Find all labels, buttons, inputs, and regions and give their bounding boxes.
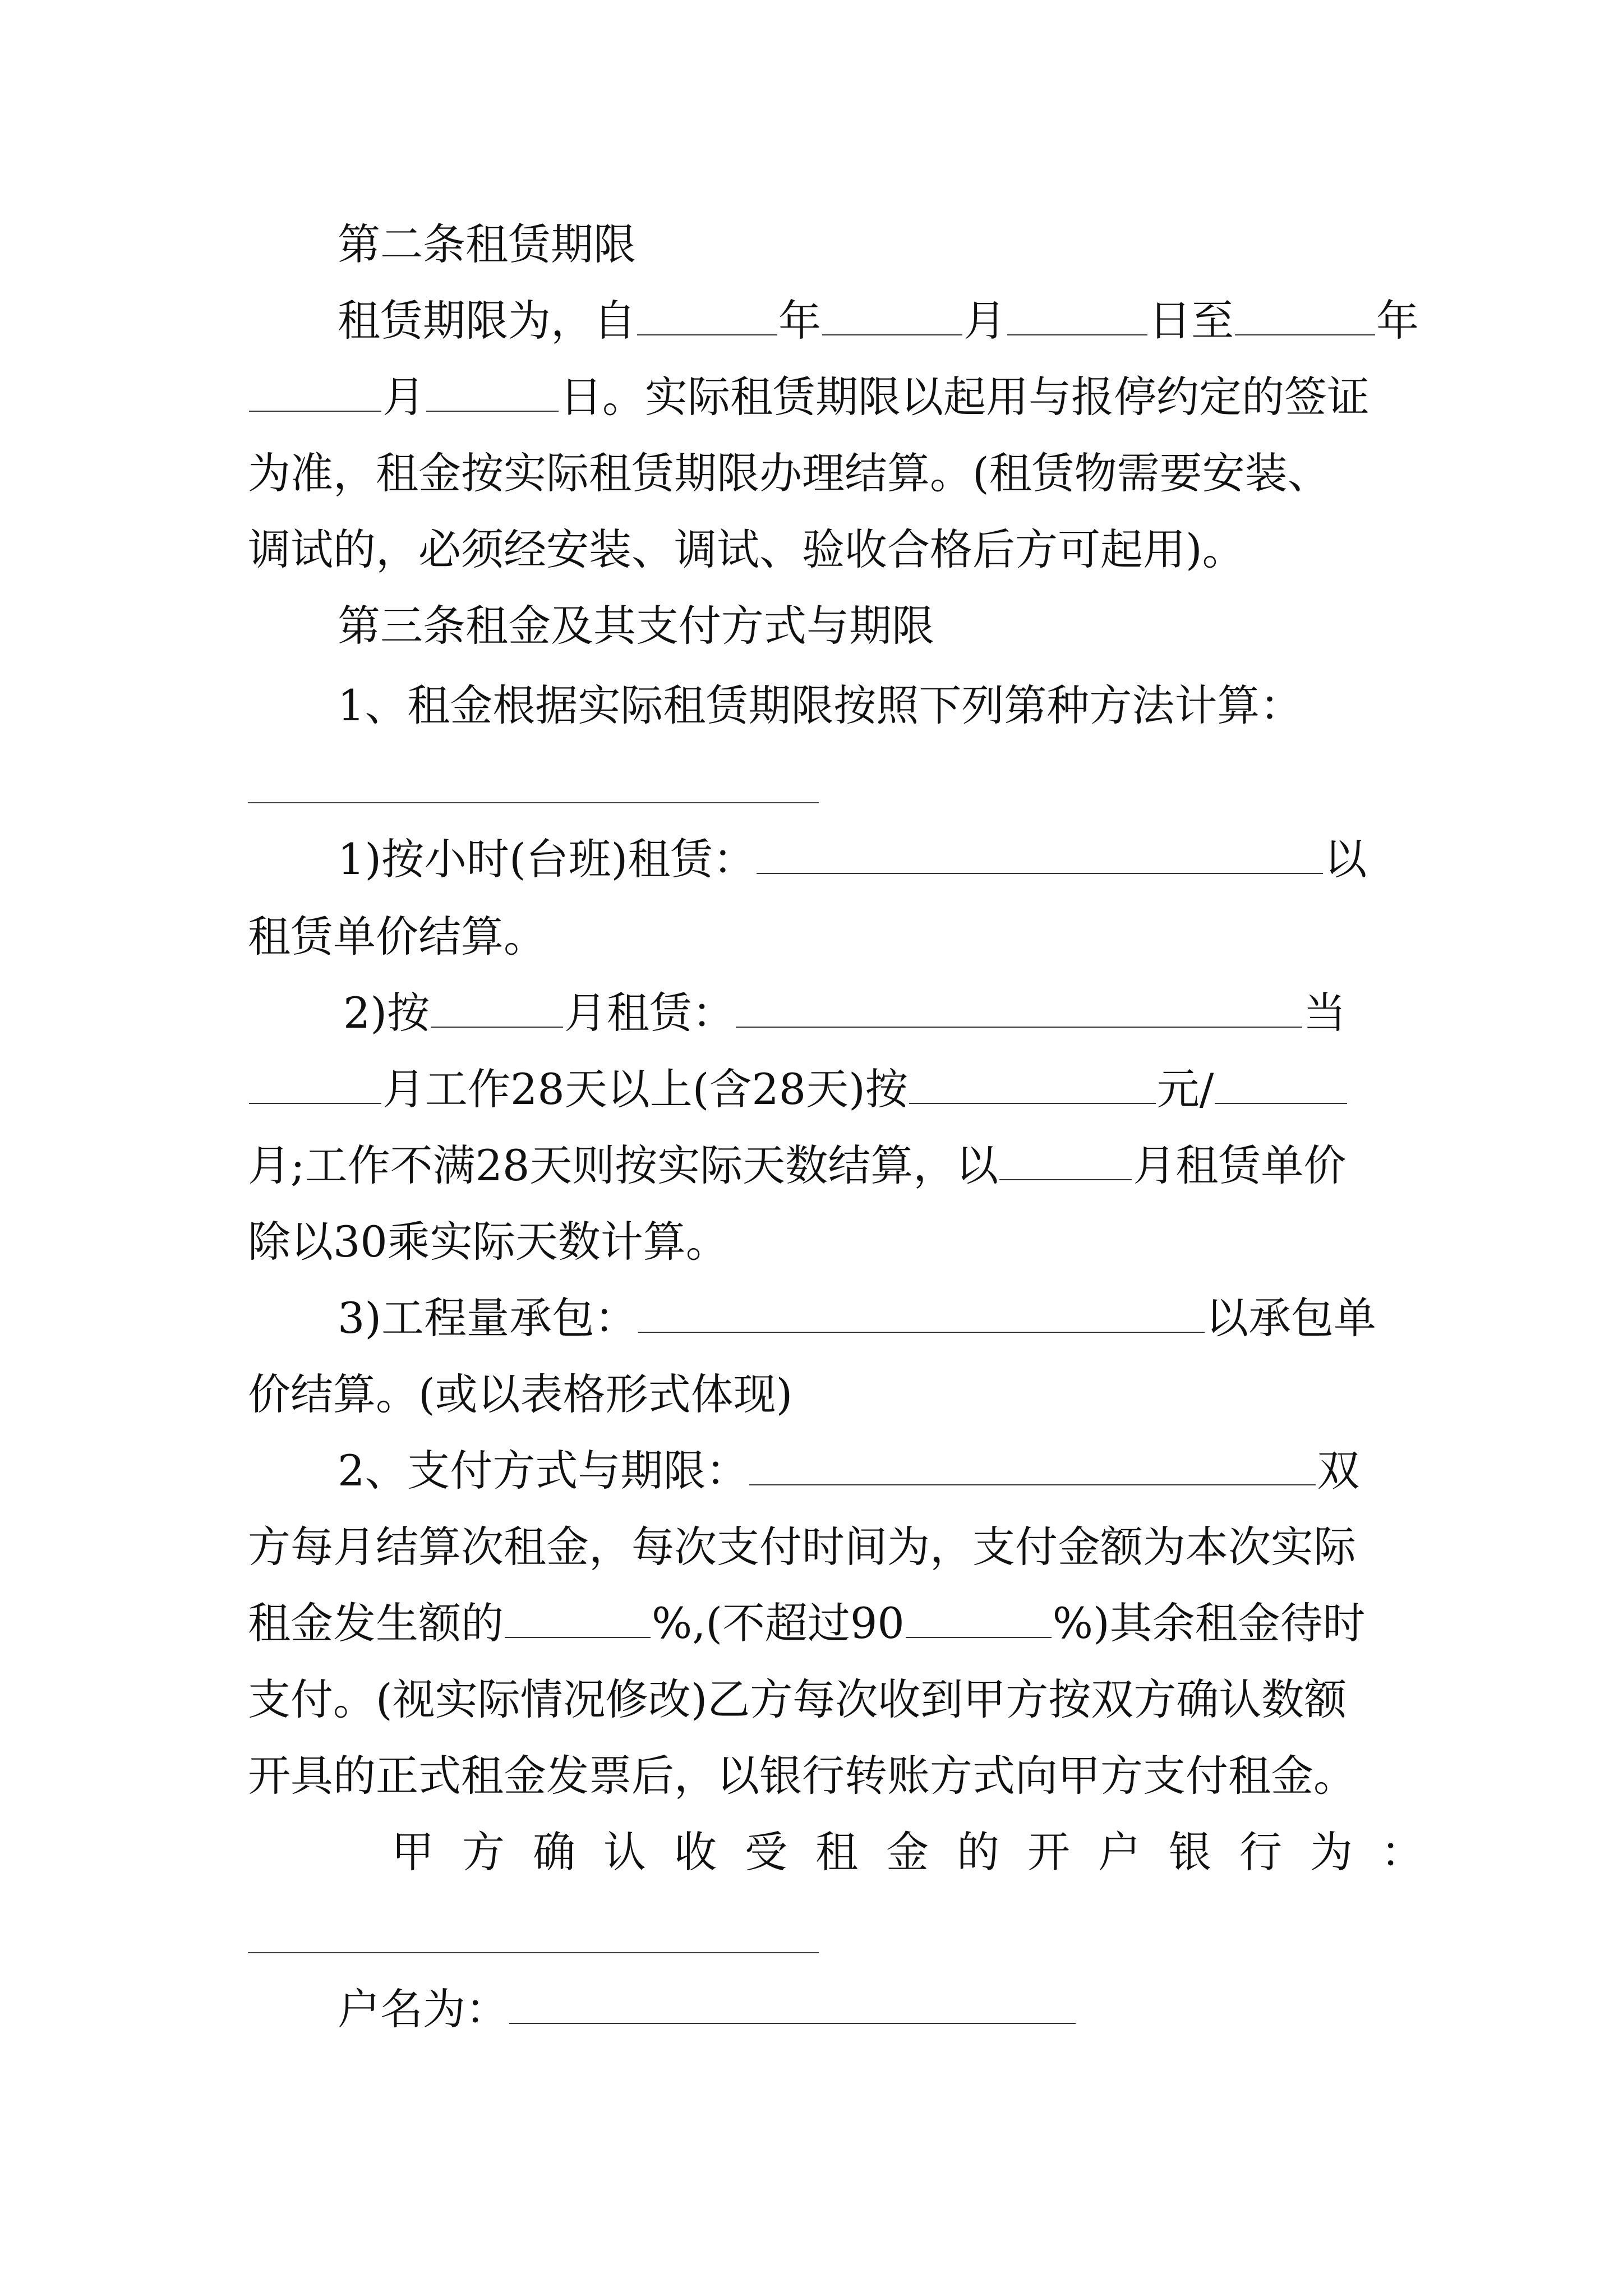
percent-blank[interactable] <box>505 1636 651 1638</box>
year-start-blank[interactable] <box>637 334 777 335</box>
text: 月租赁单价 <box>1133 1140 1347 1190</box>
text: 以 <box>1324 834 1367 884</box>
text: 元/ <box>1156 1064 1214 1114</box>
paragraph-line: 为准，租金按实际租赁期限办理结算。(租赁物需要安装、 <box>248 448 1330 498</box>
unit-price-blank[interactable] <box>999 1179 1132 1180</box>
article3-heading: 第三条租金及其支付方式与期限 <box>338 601 934 651</box>
method3-line-2: 价结算。(或以表格形式体现) <box>248 1369 793 1419</box>
text: 月租赁： <box>564 988 735 1038</box>
text: 2、支付方式与期限： <box>338 1446 749 1496</box>
text: 年 <box>1376 296 1419 346</box>
text: 双 <box>1317 1446 1360 1496</box>
text: 3)工程量承包： <box>338 1293 638 1343</box>
account-line <box>338 1984 1077 2034</box>
method2-line-2 <box>248 1064 1348 1114</box>
item2-line <box>338 1446 1360 1496</box>
method2-line-3 <box>248 1140 1347 1190</box>
price-blank[interactable] <box>909 1102 1156 1104</box>
month-end-blank[interactable] <box>249 410 381 412</box>
text: 租赁期限为，自 <box>338 296 636 346</box>
month-start-blank[interactable] <box>822 334 962 335</box>
lease-term-line-2 <box>248 372 1370 422</box>
year-end-blank[interactable] <box>1235 334 1375 335</box>
text: 月 <box>382 372 425 422</box>
month-count-blank[interactable] <box>431 1026 563 1028</box>
blank[interactable] <box>1215 1102 1347 1104</box>
text: 月 <box>963 296 1006 346</box>
blank[interactable] <box>249 1102 381 1104</box>
text: 租金发生额的 <box>248 1598 504 1648</box>
text: 日至 <box>1149 296 1234 346</box>
day-start-blank[interactable] <box>1007 334 1147 335</box>
text: 月工作28天以上(含28天)按 <box>382 1064 908 1114</box>
text: %)其余租金待时 <box>1052 1598 1366 1648</box>
method2-line <box>343 988 1347 1038</box>
text: 年 <box>778 296 821 346</box>
method3-line <box>338 1293 1377 1343</box>
text: 以承包单 <box>1206 1293 1377 1343</box>
method2-line-4: 除以30乘实际天数计算。 <box>248 1217 728 1267</box>
bank-blank-line[interactable] <box>248 1952 819 1953</box>
percent-limit-blank[interactable] <box>906 1636 1052 1638</box>
paragraph-line: 调试的，必须经安装、调试、验收合格后方可起用)。 <box>248 524 1245 574</box>
article2-heading: 第二条租赁期限 <box>338 219 636 269</box>
text: 户名为： <box>338 1984 508 2034</box>
text: 1)按小时(台班)租赁： <box>338 834 756 884</box>
text: 2)按 <box>343 988 430 1038</box>
item1-line: 1、租金根据实际租赁期限按照下列第种方法计算： <box>338 680 1303 730</box>
text: 月;工作不满28天则按实际天数结算，以 <box>248 1140 999 1190</box>
method1-line <box>338 834 1367 884</box>
bank-line: 甲方确认收受租金的开户银行为： <box>391 1827 1451 1877</box>
lease-term-line <box>338 296 1419 346</box>
paragraph-line: 开具的正式租金发票后，以银行转账方式向甲方支付租金。 <box>248 1751 1356 1801</box>
project-blank[interactable] <box>638 1331 1205 1333</box>
text: 日。实际租赁期限以起用与报停约定的签证 <box>560 372 1370 422</box>
method1-line-2: 租赁单价结算。 <box>248 912 546 961</box>
monthly-blank[interactable] <box>736 1026 1302 1028</box>
method-blank-line[interactable] <box>248 802 819 803</box>
text: %,(不超过90 <box>652 1598 905 1648</box>
account-name-blank[interactable] <box>509 2022 1076 2024</box>
hourly-blank[interactable] <box>757 872 1323 874</box>
paragraph-line: 方每月结算次租金，每次支付时间为，支付金额为本次实际 <box>248 1522 1356 1572</box>
percent-line <box>248 1598 1366 1648</box>
paragraph-line: 支付。(视实际情况修改)乙方每次收到甲方按双方确认数额 <box>248 1674 1347 1724</box>
text: 当 <box>1303 988 1347 1038</box>
day-end-blank[interactable] <box>426 410 559 412</box>
payment-blank[interactable] <box>749 1484 1316 1485</box>
